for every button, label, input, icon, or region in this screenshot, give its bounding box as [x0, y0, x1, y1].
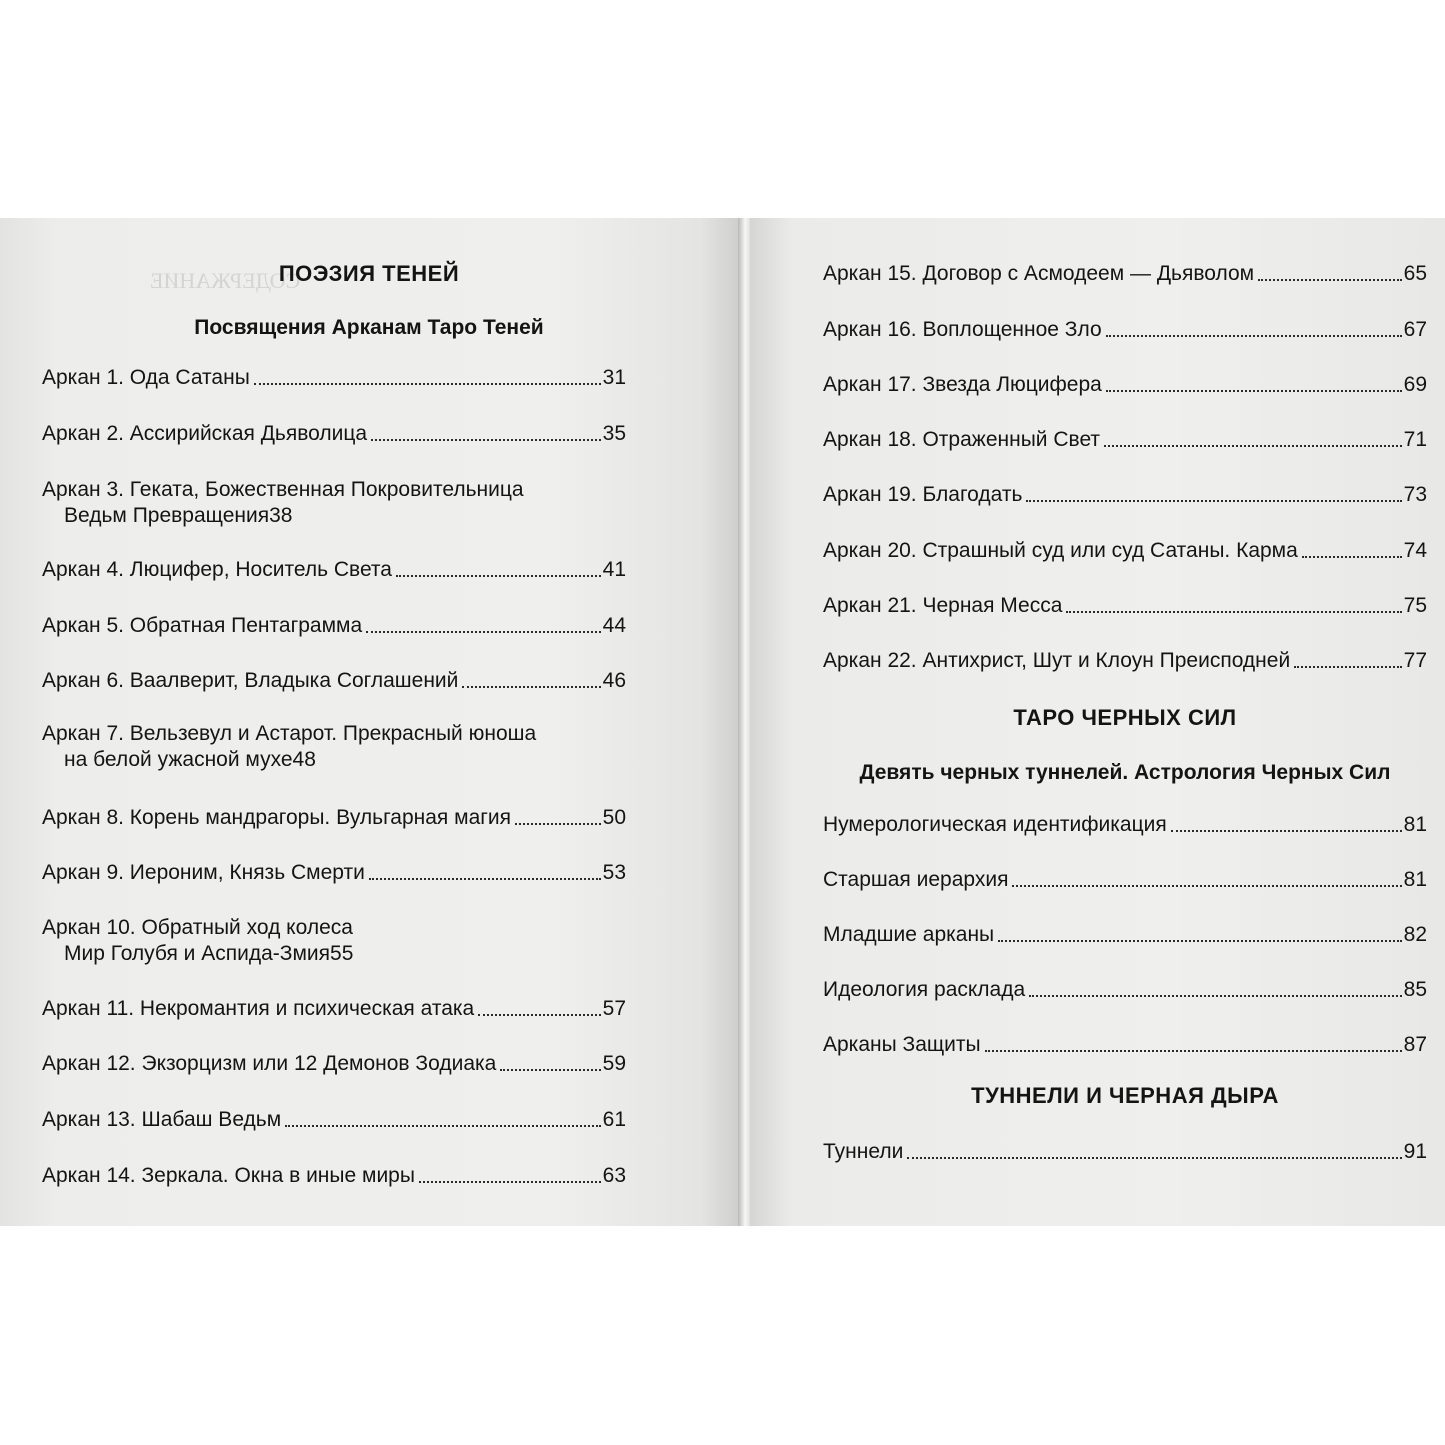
toc-entry-page: 59 [602, 1052, 626, 1075]
toc-entry-page: 82 [1403, 923, 1427, 946]
toc-entry-title: Нумерологическая идентификация [823, 813, 1167, 836]
section-heading: ТАРО ЧЕРНЫХ СИЛ [1013, 705, 1237, 730]
toc-entry-page: 65 [1403, 262, 1427, 285]
toc-entry-page: 81 [1403, 813, 1427, 836]
toc-entry-title: Аркан 1. Ода Сатаны [42, 366, 250, 389]
toc-entry-page: 63 [602, 1164, 626, 1187]
dot-leader [1258, 277, 1402, 281]
toc-entry-title: Аркан 7. Вельзевул и Астарот. Прекрасный юноша [42, 722, 537, 745]
dot-leader [478, 1012, 600, 1016]
toc-entry[interactable] [42, 805, 626, 831]
dot-leader [1029, 993, 1401, 997]
toc-entry[interactable] [42, 1051, 626, 1077]
toc-entry[interactable] [42, 996, 626, 1022]
dot-leader [371, 437, 601, 441]
dot-leader [285, 1123, 600, 1127]
toc-entry-page: 67 [1403, 318, 1427, 341]
toc-entry[interactable] [42, 613, 626, 639]
show-through-text: СОДЕРЖАНИЕ [150, 268, 301, 293]
dot-leader [462, 684, 600, 688]
dot-leader [1106, 388, 1402, 392]
toc-entry[interactable] [823, 867, 1427, 893]
toc-entry-title: Туннели [823, 1140, 904, 1163]
dot-leader [1012, 883, 1401, 887]
dot-leader [1106, 333, 1402, 337]
book-gutter [738, 218, 750, 1226]
toc-entry[interactable] [42, 668, 626, 694]
toc-entry-title: Идеология расклада [823, 978, 1026, 1001]
toc-entry-page: 53 [602, 861, 626, 884]
toc-entry[interactable] [42, 1163, 626, 1189]
toc-entry-title: Аркан 20. Страшный суд или суд Сатаны. Карма [823, 539, 1298, 562]
toc-entry[interactable] [42, 860, 626, 886]
toc-entry-title: Аркан 13. Шабаш Ведьм [42, 1108, 282, 1131]
toc-entry-page: 81 [1403, 868, 1427, 891]
right-page [750, 218, 1445, 1226]
toc-entry[interactable] [823, 593, 1427, 619]
toc-entry-page: 44 [602, 614, 626, 637]
toc-entry[interactable] [823, 1139, 1427, 1165]
toc-entry[interactable] [823, 261, 1427, 287]
dot-leader [998, 938, 1401, 942]
open-book [0, 218, 1445, 1226]
toc-entry-title: Аркан 17. Звезда Люцифера [823, 373, 1102, 396]
toc-entry-page: 41 [602, 558, 626, 581]
toc-entry[interactable] [823, 372, 1427, 398]
toc-entry-page: 77 [1403, 649, 1427, 672]
dot-leader [1066, 609, 1401, 613]
section-heading: ТУННЕЛИ И ЧЕРНАЯ ДЫРА [971, 1083, 1279, 1108]
toc-entry-page: 75 [1403, 594, 1427, 617]
toc-entry-page: 87 [1403, 1033, 1427, 1056]
toc-entry[interactable] [42, 421, 626, 447]
toc-entry-title-continued: Ведьм Превращения [64, 504, 270, 527]
toc-entry-title: Аркан 18. Отраженный Свет [823, 428, 1101, 451]
toc-entry[interactable] [823, 648, 1427, 674]
toc-entry[interactable] [823, 1032, 1427, 1058]
toc-entry[interactable] [42, 477, 626, 529]
toc-entry-page: 85 [1403, 978, 1427, 1001]
toc-entry[interactable] [823, 427, 1427, 453]
left-page [0, 218, 738, 1226]
toc-entry[interactable] [42, 915, 626, 967]
toc-entry-title: Аркан 2. Ассирийская Дьяволица [42, 422, 368, 445]
dot-leader [1104, 443, 1402, 447]
toc-entry-page: 69 [1403, 373, 1427, 396]
dot-leader [1294, 664, 1401, 668]
section-subheading: Девять черных туннелей. Астрология Черных Сил [859, 761, 1391, 784]
toc-entry-title: Аркан 21. Черная Месса [823, 594, 1063, 617]
toc-entry-title: Старшая иерархия [823, 868, 1009, 891]
dot-leader [1026, 498, 1401, 502]
toc-entry-page: 71 [1403, 428, 1427, 451]
dot-leader [907, 1155, 1401, 1159]
toc-entry-title: Аркан 11. Некромантия и психическая атака [42, 997, 475, 1020]
toc-entry-page: 57 [602, 997, 626, 1020]
toc-entry-title: Аркан 10. Обратный ход колеса [42, 916, 353, 939]
toc-entry-page: 46 [602, 669, 626, 692]
toc-entry-title: Аркан 19. Благодать [823, 483, 1023, 506]
toc-entry[interactable] [823, 977, 1427, 1003]
toc-entry[interactable] [823, 538, 1427, 564]
toc-entry-page: 35 [602, 422, 626, 445]
toc-entry[interactable] [823, 482, 1427, 508]
dot-leader [500, 1067, 600, 1071]
toc-entry-title: Арканы Защиты [823, 1033, 981, 1056]
toc-entry-page: 38 [269, 504, 293, 527]
toc-entry-title: Аркан 14. Зеркала. Окна в иные миры [42, 1164, 415, 1187]
toc-entry-title: Младшие арканы [823, 923, 995, 946]
toc-entry[interactable] [42, 1107, 626, 1133]
toc-entry-page: 48 [292, 748, 316, 771]
toc-entry-title: Аркан 8. Корень мандрагоры. Вульгарная магия [42, 806, 512, 829]
dot-leader [254, 381, 601, 385]
dot-leader [515, 821, 601, 825]
section-subheading: Посвящения Арканам Таро Теней [194, 316, 544, 339]
toc-entry-title: Аркан 3. Геката, Божественная Покровительница [42, 478, 524, 501]
toc-entry-page: 61 [602, 1108, 626, 1131]
toc-entry-page: 50 [602, 806, 626, 829]
toc-entry-page: 74 [1403, 539, 1427, 562]
toc-entry[interactable] [823, 317, 1427, 343]
toc-entry-title: Аркан 22. Антихрист, Шут и Клоун Преисподней [823, 649, 1291, 672]
toc-entry[interactable] [823, 922, 1427, 948]
toc-entry-title: Аркан 4. Люцифер, Носитель Света [42, 558, 392, 581]
toc-entry-page: 55 [330, 942, 354, 965]
dot-leader [1171, 828, 1402, 832]
section-heading: ПОЭЗИЯ ТЕНЕЙ [278, 261, 460, 286]
toc-entry-page: 73 [1403, 483, 1427, 506]
dot-leader [396, 573, 601, 577]
toc-entry-page: 31 [602, 366, 626, 389]
toc-entry[interactable] [42, 365, 626, 391]
toc-entry-title: Аркан 9. Иероним, Князь Смерти [42, 861, 365, 884]
toc-entry-title: Аркан 5. Обратная Пентаграмма [42, 614, 363, 637]
dot-leader [1302, 554, 1402, 558]
right-toc [750, 218, 1445, 1226]
toc-entry-title-continued: Мир Голубя и Аспида-Змия [64, 942, 331, 965]
dot-leader [369, 876, 601, 880]
toc-entry-title: Аркан 16. Воплощенное Зло [823, 318, 1102, 341]
toc-entry[interactable] [42, 557, 626, 583]
dot-leader [419, 1179, 601, 1183]
toc-entry-title: Аркан 6. Ваалверит, Владыка Соглашений [42, 669, 459, 692]
dot-leader [366, 629, 600, 633]
left-toc [0, 218, 738, 1226]
toc-entry-title-continued: на белой ужасной мухе [64, 748, 293, 771]
toc-entry-title: Аркан 12. Экзорцизм или 12 Демонов Зодиака [42, 1052, 497, 1075]
toc-entry-title: Аркан 15. Договор с Асмодеем — Дьяволом [823, 262, 1255, 285]
toc-entry[interactable] [42, 721, 626, 773]
dot-leader [985, 1048, 1402, 1052]
toc-entry[interactable] [823, 812, 1427, 838]
toc-entry-page: 91 [1403, 1140, 1427, 1163]
